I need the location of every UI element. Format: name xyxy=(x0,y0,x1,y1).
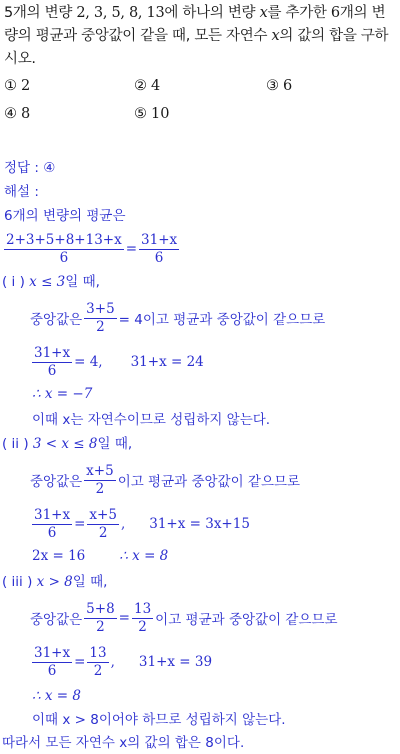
option-1-mark: ① xyxy=(4,78,17,94)
case-3-heading: ( iii ) x > 8일 때, xyxy=(2,574,108,590)
option-4-value: 8 xyxy=(21,106,31,122)
case-3-result: ∴ x = 8 xyxy=(32,688,81,704)
option-2[interactable] xyxy=(134,76,160,96)
question-values: 2, 3, 5, 8, 13 xyxy=(76,5,165,21)
option-2-mark: ② xyxy=(134,78,147,94)
option-2-value: 4 xyxy=(151,78,161,94)
case-1-conclusion: 이때 x는 자연수이므로 성립하지 않는다. xyxy=(32,412,271,428)
case-1-equation: $\frac{31+x}{6}$ = 4, 31+x = 24 xyxy=(34,344,204,379)
option-1[interactable] xyxy=(4,76,30,96)
option-5-mark: ⑤ xyxy=(134,106,147,122)
case-3-equation: $\frac{31+x}{6}$ = $\frac{13}{2}$ , 31+x = 39 xyxy=(34,644,213,679)
case-1-heading: ( i ) x ≤ 3일 때, xyxy=(2,274,100,290)
case-2-heading: ( ii ) 3 < x ≤ 8일 때, xyxy=(2,436,133,452)
final-answer-line: 따라서 모든 자연수 x의 값의 합은 8이다. xyxy=(2,735,245,751)
case-2-equation: $\frac{31+x}{6}$ = $\frac{x+5}{2}$ , 31+x = 3x+15 xyxy=(34,506,250,541)
case-2-result: 2x = 16 ∴ x = 8 xyxy=(32,548,169,564)
option-3[interactable] xyxy=(266,76,292,96)
mean-fraction-simplified: $\frac{31+x}{6}$ xyxy=(141,231,178,266)
option-5-value: 10 xyxy=(151,106,170,122)
mean-title: 6개의 변량의 평균은 xyxy=(4,208,126,224)
option-4[interactable] xyxy=(4,104,30,124)
question-text: 5개의 변량 2, 3, 5, 8, 13에 하나의 변량 x를 추가한 6개의 변량의 평균과 중앙값이 같을 때, 모든 자연수 x의 값의 합을 구하시오. xyxy=(4,5,389,67)
option-5[interactable] xyxy=(134,104,169,124)
explanation-heading: 해설 : xyxy=(4,184,39,200)
case-2-median: 중앙값은 $\frac{x+5}{2}$ 이고 평균과 중앙값이 같으므로 xyxy=(30,462,301,497)
option-3-mark: ③ xyxy=(266,78,279,94)
option-4-mark: ④ xyxy=(4,106,17,122)
case-1-result: ∴ x = −7 xyxy=(32,386,93,402)
answer-line: 정답 : ④ xyxy=(4,160,56,176)
option-3-value: 6 xyxy=(283,78,293,94)
case-1-median: 중앙값은 $\frac{3+5}{2}$ = 4이고 평균과 중앙값이 같으므로 xyxy=(30,300,326,335)
mean-fraction: $\frac{2+3+5+8+13+x}{6}$ xyxy=(6,231,122,266)
mean-equation: $\frac{2+3+5+8+13+x}{6}$ = $\frac{31+x}{6}$ xyxy=(6,231,178,266)
option-1-value: 2 xyxy=(21,78,31,94)
question-variable: x xyxy=(259,5,268,21)
case-3-conclusion: 이때 x > 8이어야 하므로 성립하지 않는다. xyxy=(32,712,286,728)
case-3-median: 중앙값은 $\frac{5+8}{2}$ = $\frac{13}{2}$ 이고 평균과 중앙값이 같으므로 xyxy=(30,600,338,635)
